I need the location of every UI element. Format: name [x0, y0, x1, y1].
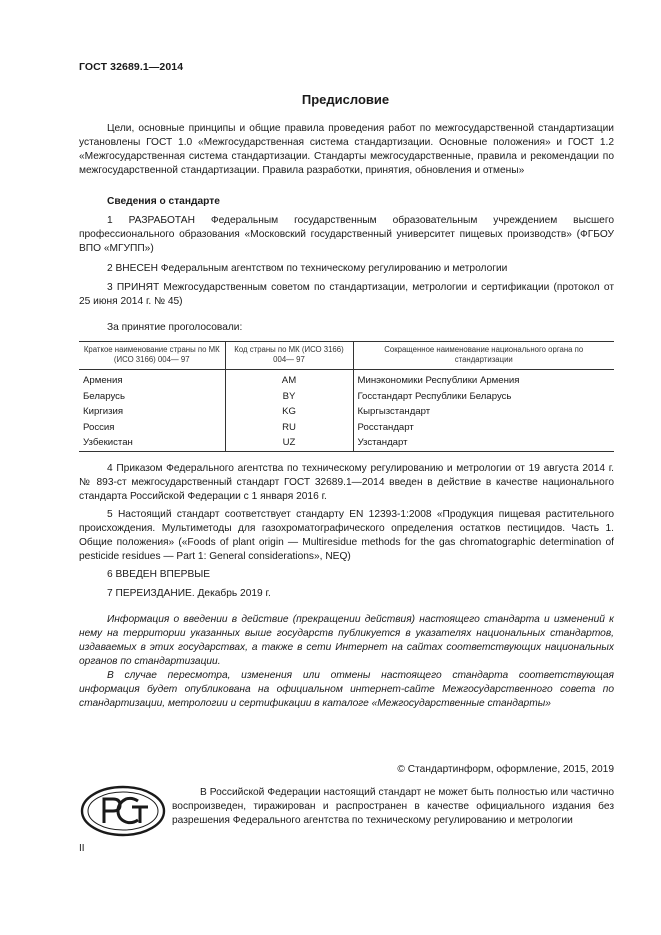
rst-logo-icon: [80, 785, 166, 837]
intro-paragraph: Цели, основные принципы и общие правила проведения работ по межгосударственной стандартизации установлены ГОСТ 1.0 «Межгосударственная система стандартизации. Основные положения» и ГОСТ 1.2 «Межгосударственная система стандартизации. Стандарты межгосударственные, правила и рекомендации по межгосударственной стандартизации. Правила разработки, принятия, обновления и отмены»: [79, 123, 614, 176]
item-3-paragraph: 3 ПРИНЯТ Межгосударственным советом по стандартизации, метрологии и сертификации (протокол от 25 июня 2014 г. № 45): [79, 282, 614, 307]
table-cell-country: Беларусь: [83, 390, 125, 402]
table-cell-body: Госстандарт Республики Беларусь: [353, 389, 614, 405]
table-row: [79, 404, 614, 420]
table-cell-body: Минэкономики Республики Армения: [353, 370, 614, 389]
table-cell-country: Армения: [83, 375, 123, 386]
info-paragraph-2: В случае пересмотра, изменения или отмены настоящего стандарта соответствующая информация будет опубликована на официальном интернет-сайте Межгосударственного совета по стандартизации, метрологии и сертификации в каталоге «Межгосударственные стандарты»: [79, 670, 614, 709]
table-cell-code: RU: [225, 420, 353, 436]
vote-intro: За принятие проголосовали:: [107, 322, 243, 333]
item-1-paragraph: 1 РАЗРАБОТАН Федеральным государственным образовательным учреждением высшего профессионального образования «Московский государственный университет пищевых производств» (ФГБОУ ВПО «МГУПП»): [79, 215, 614, 254]
table-cell-code: BY: [225, 389, 353, 405]
table-cell-body: Кыргызстандарт: [353, 404, 614, 420]
page-title: Предисловие: [301, 92, 390, 107]
page-number: II: [79, 843, 85, 854]
table-header-row: [79, 342, 614, 370]
votes-table: [79, 341, 614, 452]
table-row: [79, 420, 614, 436]
table-row: [79, 389, 614, 405]
item-5-paragraph: 5 Настоящий стандарт соответствует стандарту EN 12393-1:2008 «Продукция пищевая растительного происхождения. Мультиметоды для газохроматографического определения остатков пестицидов. Часть 1. Общие положения» («Foods of plant origin — Multiresidue methods for the gas chromatographic determination of pesticide residues — Part 1: General considerations», NEQ): [79, 509, 614, 562]
item-2-paragraph: 2 ВНЕСЕН Федеральным агентством по техническому регулированию и метрологии: [107, 263, 508, 274]
item-6-paragraph: 6 ВВЕДЕН ВПЕРВЫЕ: [107, 569, 211, 580]
table-header-body: Сокращенное наименование национального органа по стандартизации: [353, 342, 614, 370]
table-row: [79, 370, 614, 389]
table-cell-body: Узстандарт: [353, 435, 614, 451]
table-cell-code: KG: [225, 404, 353, 420]
document-id: ГОСТ 32689.1—2014: [79, 61, 184, 73]
copyright-text: © Стандартинформ, оформление, 2015, 2019: [397, 764, 614, 775]
table-cell-country: Россия: [83, 421, 115, 433]
table-cell-code: AM: [225, 370, 353, 389]
table-cell-country: Киргизия: [83, 406, 124, 417]
table-cell-code: UZ: [225, 435, 353, 451]
table-header-code: Код страны по МК (ИСО 3166) 004— 97: [225, 342, 353, 370]
table-header-country: Краткое наименование страны по МК (ИСО 3166) 004— 97: [79, 342, 225, 370]
item-7-paragraph: 7 ПЕРЕИЗДАНИЕ. Декабрь 2019 г.: [107, 588, 271, 599]
info-paragraph-1: Информация о введении в действие (прекращении действия) настоящего стандарта и изменений к нему на территории указанных выше государств публикуется в указателях национальных стандартов, издаваемых в этих государствах, а также в сети Интернет на сайтах соответствующих национальных органов по стандартизации.: [79, 614, 614, 667]
item-4-paragraph: 4 Приказом Федерального агентства по техническому регулированию и метрологии от 19 августа 2014 г. № 893-ст межгосударственный стандарт ГОСТ 32689.1—2014 введен в действие в качестве национального стандарта Российской Федерации с 1 января 2016 г.: [79, 463, 614, 502]
table-row: [79, 435, 614, 451]
copyright-notice: В Российской Федерации настоящий стандарт не может быть полностью или частично воспроизведен, тиражирован и распространен в качестве официального издания без разрешения Федерального агентства по техническому регулированию и метрологии: [172, 787, 614, 826]
table-cell-country: Узбекистан: [79, 435, 225, 451]
table-cell-body: Росстандарт: [353, 420, 614, 436]
section-heading: Сведения о стандарте: [107, 196, 220, 207]
